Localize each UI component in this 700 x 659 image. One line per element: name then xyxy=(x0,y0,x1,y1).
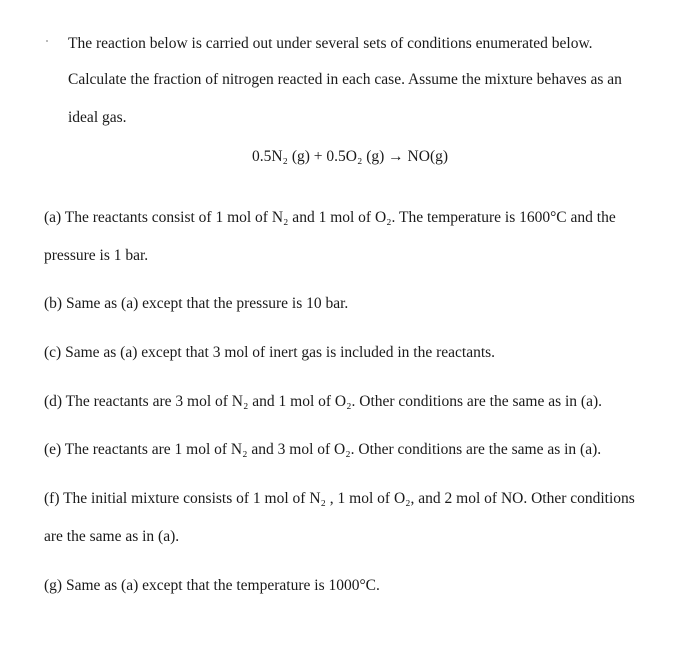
intro-line-2: Calculate the fraction of nitrogen reacted in each case. Assume the mixture behaves as an xyxy=(68,71,622,88)
part-f-line-2: are the same as in (a). xyxy=(44,528,180,545)
margin-dot xyxy=(46,40,48,42)
intro-line-1: The reaction below is carried out under several sets of conditions enumerated below. xyxy=(68,35,593,52)
part-a-line-2: pressure is 1 bar. xyxy=(44,247,149,264)
part-e: (e) The reactants are 1 mol of N₂ and 3 mol of O₂. Other conditions are the same as in (a). xyxy=(44,441,602,458)
part-f-line-1: (f) The initial mixture consists of 1 mol of N₂ , 1 mol of O₂, and 2 mol of NO. Other conditions xyxy=(44,490,635,507)
intro-line-3: ideal gas. xyxy=(68,109,127,126)
part-b: (b) Same as (a) except that the pressure is 10 bar. xyxy=(44,295,349,312)
part-d: (d) The reactants are 3 mol of N₂ and 1 mol of O₂. Other conditions are the same as in (a). xyxy=(44,393,603,410)
part-g: (g) Same as (a) except that the temperature is 1000°C. xyxy=(44,577,380,594)
part-a-line-1: (a) The reactants consist of 1 mol of N₂ and 1 mol of O₂. The temperature is 1600°C and the xyxy=(44,209,616,226)
reaction-equation: 0.5N₂ (g) + 0.5O₂ (g) → NO(g) xyxy=(251,148,449,165)
part-c: (c) Same as (a) except that 3 mol of inert gas is included in the reactants. xyxy=(44,344,496,361)
